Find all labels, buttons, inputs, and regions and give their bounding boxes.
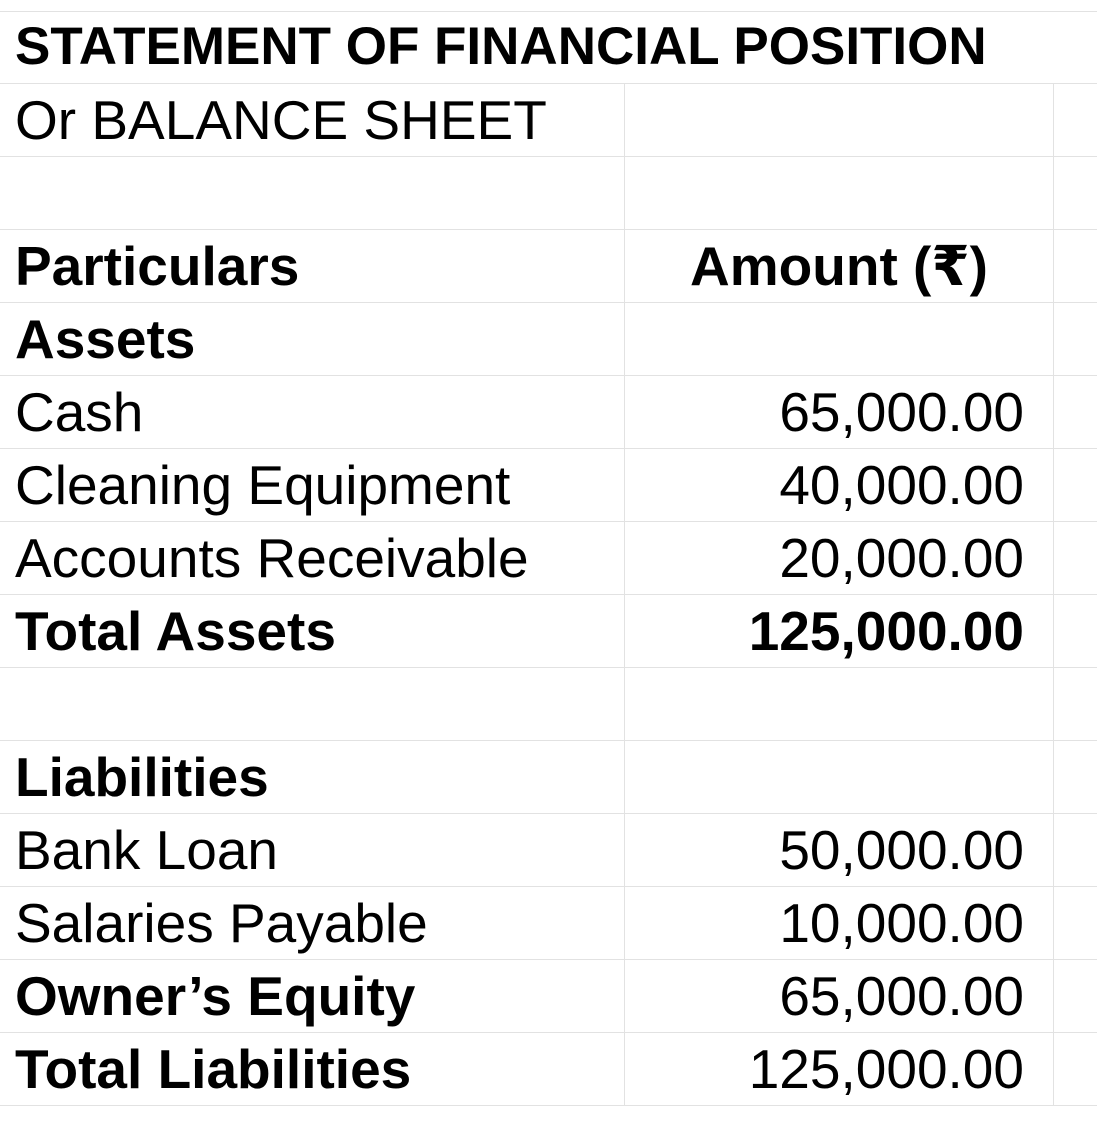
total-assets-label: Total Assets — [15, 600, 336, 662]
column-divider — [1053, 84, 1054, 156]
column-divider — [1053, 668, 1054, 740]
assets-heading: Assets — [15, 308, 196, 370]
table-row — [0, 522, 1097, 595]
row-label: Cash — [15, 381, 144, 443]
column-divider — [1053, 522, 1054, 594]
owners-equity-row — [0, 960, 1097, 1033]
assets-heading-row — [0, 303, 1097, 376]
row-amount: 10,000.00 — [779, 892, 1024, 954]
column-divider — [1053, 741, 1054, 813]
total-assets-row — [0, 595, 1097, 668]
row-amount: 50,000.00 — [779, 819, 1024, 881]
row-label: Accounts Receivable — [15, 527, 529, 589]
table-row — [0, 376, 1097, 449]
column-divider — [624, 157, 625, 229]
column-divider — [1053, 303, 1054, 375]
column-divider — [624, 1033, 625, 1105]
column-divider — [1053, 814, 1054, 886]
title-row — [0, 11, 1097, 84]
column-divider — [624, 814, 625, 886]
balance-sheet-grid — [0, 11, 1097, 1106]
header-row — [0, 230, 1097, 303]
column-divider — [624, 522, 625, 594]
row-label: Cleaning Equipment — [15, 454, 511, 516]
total-liabilities-row — [0, 1033, 1097, 1106]
total-liabilities-label: Total Liabilities — [15, 1038, 412, 1100]
row-amount: 40,000.00 — [779, 454, 1024, 516]
row-amount: 20,000.00 — [779, 527, 1024, 589]
column-divider — [624, 887, 625, 959]
statement-title: STATEMENT OF FINANCIAL POSITION — [15, 17, 987, 76]
column-divider — [1053, 376, 1054, 448]
subtitle-row — [0, 84, 1097, 157]
column-divider — [624, 960, 625, 1032]
amount-header: Amount (₹) — [690, 235, 988, 297]
particulars-header: Particulars — [15, 235, 300, 297]
empty-row — [0, 668, 1097, 741]
table-row — [0, 449, 1097, 522]
row-amount: 65,000.00 — [779, 381, 1024, 443]
total-liabilities-amount: 125,000.00 — [748, 1038, 1024, 1100]
column-divider — [1053, 449, 1054, 521]
column-divider — [624, 668, 625, 740]
row-label: Salaries Payable — [15, 892, 428, 954]
column-divider — [1053, 887, 1054, 959]
column-divider — [624, 449, 625, 521]
row-label: Bank Loan — [15, 819, 278, 881]
owners-equity-label: Owner’s Equity — [15, 965, 416, 1027]
statement-subtitle: Or BALANCE SHEET — [15, 89, 547, 151]
column-divider — [624, 376, 625, 448]
column-divider — [624, 303, 625, 375]
column-divider — [1053, 157, 1054, 229]
column-divider — [624, 741, 625, 813]
column-divider — [624, 84, 625, 156]
table-row — [0, 887, 1097, 960]
liabilities-heading-row — [0, 741, 1097, 814]
column-divider — [1053, 1033, 1054, 1105]
empty-row — [0, 157, 1097, 230]
liabilities-heading: Liabilities — [15, 746, 269, 808]
total-assets-amount: 125,000.00 — [748, 600, 1024, 662]
table-row — [0, 814, 1097, 887]
owners-equity-amount: 65,000.00 — [779, 965, 1024, 1027]
column-divider — [1053, 595, 1054, 667]
column-divider — [1053, 960, 1054, 1032]
column-divider — [624, 595, 625, 667]
